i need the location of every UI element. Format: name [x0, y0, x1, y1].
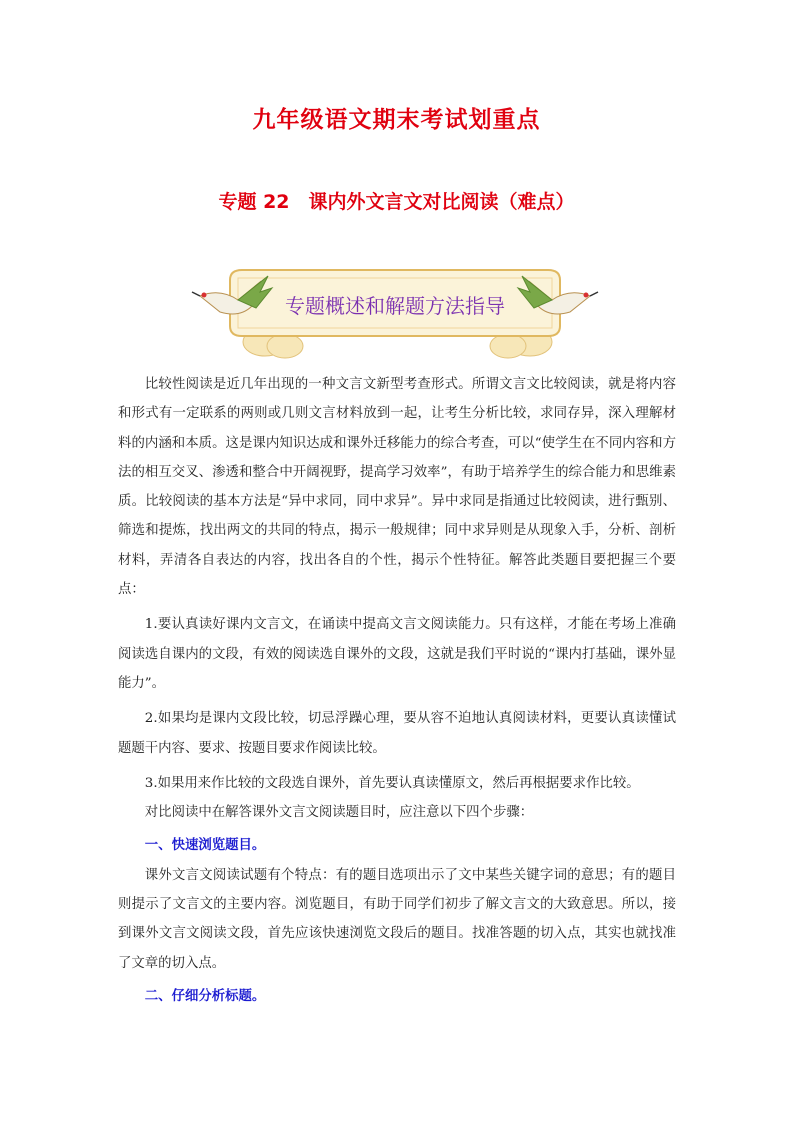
section-banner: [190, 262, 600, 362]
topic-subtitle: 专题 22 课内外文言文对比阅读（难点）: [218, 191, 575, 213]
step-1-paragraph: 课外文言文阅读试题有个特点：有的题目选项出示了文中某些关键字词的意思；有的题目则提示了文言文的主要内容。浏览题目，有助于同学们初步了解文言文的大致意思。所以，接到课外文言文阅读文段，首先应该快速浏览文段后的题目。找准答题的切入点，其实也就找准了文章的切入点。: [118, 867, 676, 971]
point-2-paragraph: 2.如果均是课内文段比较，切忌浮躁心理，要从容不迫地认真阅读材料，更要认真读懂试题题干内容、要求、按题目要求作阅读比较。: [118, 711, 676, 756]
banner-label: 专题概述和解题方法指导: [285, 294, 505, 318]
steps-intro-paragraph: 对比阅读中在解答课外文言文阅读题目时，应注意以下四个步骤：: [144, 805, 534, 821]
article-body: [118, 370, 676, 1011]
point-1-paragraph: 1.要认真读好课内文言文，在诵读中提高文言文阅读能力。只有这样，才能在考场上准确阅读选自课内的文段，有效的阅读选自课外的文段，这就是我们平时说的“课内打基础，课外显能力”。: [118, 617, 676, 691]
intro-paragraph: 比较性阅读是近几年出现的一种文言文新型考查形式。所谓文言文比较阅读，就是将内容和形式有一定联系的两则或几则文言材料放到一起，让考生分析比较，求同存异，深入理解材料的内涵和本质。这是课内知识达成和课外迁移能力的综合考查，可以“使学生在不同内容和方法的相互交叉、渗透和整合中开阔视野，提高学习效率”，有助于培养学生的综合能力和思维素质。比较阅读的基本方法是“异中求同，同中求异”。异中求同是指通过比较阅读，进行甄别、筛选和提炼，找出两文的共同的特点，揭示一般规律；同中求异则是从现象入手，分析、剖析材料，弄清各自表达的内容，找出各自的个性，揭示个性特征。解答此类题目要把握三个要点：: [118, 377, 676, 598]
point-3-paragraph: 3.如果用来作比较的文段选自课外，首先要认真读懂原文，然后再根据要求作比较。: [144, 775, 640, 791]
step-2-heading: 二、仔细分析标题。: [144, 988, 266, 1004]
page-title: 九年级语文期末考试划重点: [252, 107, 541, 133]
step-1-heading: 一、快速浏览题目。: [144, 838, 266, 854]
